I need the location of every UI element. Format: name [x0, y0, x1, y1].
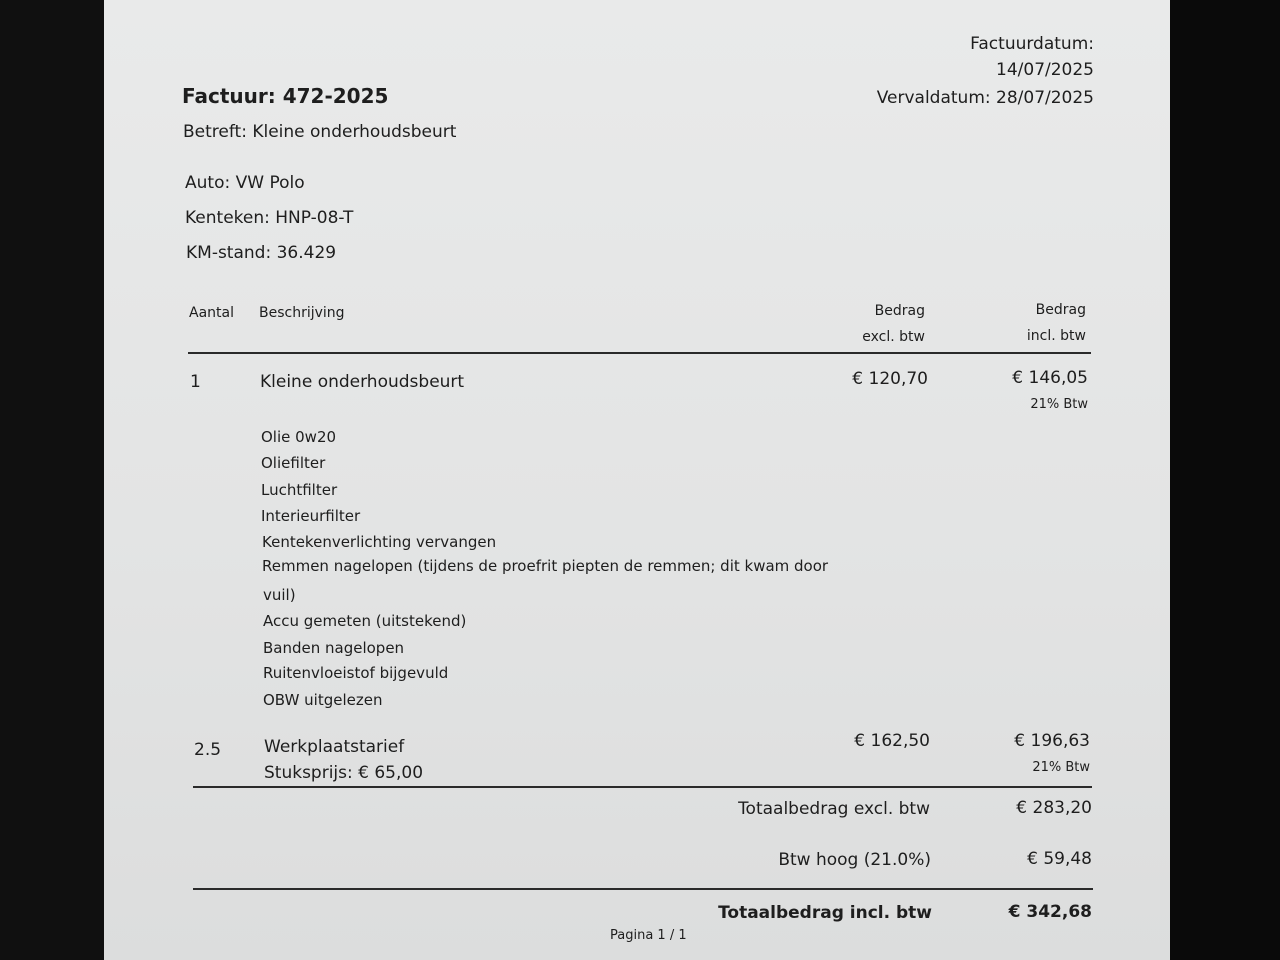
- row-amount-excl: € 162,50: [854, 731, 930, 751]
- row-description: Kleine onderhoudsbeurt: [260, 372, 465, 392]
- col-header-incl-line2: incl. btw: [1026, 328, 1086, 344]
- due-date: Vervaldatum: 28/07/2025: [876, 88, 1094, 108]
- left-bezel: [0, 0, 104, 960]
- right-bezel: [1170, 0, 1280, 960]
- detail-item: Banden nagelopen: [263, 639, 405, 657]
- totals-divider: [193, 888, 1093, 890]
- table-body-divider: [193, 786, 1092, 788]
- row-description: Werkplaatstarief: [264, 737, 405, 757]
- detail-item: Luchtfilter: [261, 481, 338, 499]
- detail-item: vuil): [263, 586, 296, 604]
- row-amount-incl: € 146,05: [1012, 368, 1088, 388]
- row-vat-rate: 21% Btw: [1032, 760, 1090, 775]
- vehicle-car: Auto: VW Polo: [185, 173, 305, 193]
- detail-item: Oliefilter: [261, 454, 326, 472]
- vat-label: Btw hoog (21.0%): [778, 850, 931, 870]
- detail-item: Kentekenverlichting vervangen: [262, 533, 497, 551]
- vehicle-plate: Kenteken: HNP-08-T: [185, 208, 354, 228]
- detail-item: OBW uitgelezen: [263, 691, 383, 709]
- row-qty: 2.5: [194, 740, 222, 760]
- table-header-divider: [188, 352, 1091, 354]
- invoice-page: [104, 0, 1170, 960]
- vehicle-mileage: KM-stand: 36.429: [186, 243, 337, 263]
- col-header-incl-line1: Bedrag: [1035, 302, 1086, 318]
- total-incl-value: € 342,68: [1008, 902, 1092, 922]
- total-incl-label: Totaalbedrag incl. btw: [718, 903, 932, 923]
- row-unit-price: Stuksprijs: € 65,00: [264, 763, 424, 783]
- total-excl-label: Totaalbedrag excl. btw: [738, 799, 930, 819]
- detail-item: Ruitenvloeistof bijgevuld: [263, 664, 449, 682]
- row-amount-excl: € 120,70: [852, 369, 928, 389]
- detail-item: Interieurfilter: [261, 507, 361, 525]
- row-vat-rate: 21% Btw: [1030, 397, 1088, 412]
- invoice-date: 14/07/2025: [996, 60, 1094, 80]
- detail-item: Accu gemeten (uitstekend): [263, 612, 467, 630]
- detail-item: Remmen nagelopen (tijdens de proefrit piepten de remmen; dit kwam door: [262, 557, 829, 575]
- col-header-description: Beschrijving: [259, 305, 345, 321]
- col-header-excl-line2: excl. btw: [862, 329, 925, 345]
- detail-item: Olie 0w20: [261, 428, 337, 446]
- col-header-excl-line1: Bedrag: [874, 303, 925, 319]
- row-qty: 1: [190, 372, 201, 392]
- invoice-date-label: Factuurdatum:: [970, 34, 1094, 54]
- total-excl-value: € 283,20: [1016, 798, 1092, 818]
- invoice-title: Factuur: 472-2025: [182, 84, 389, 108]
- vat-value: € 59,48: [1027, 849, 1092, 869]
- row-amount-incl: € 196,63: [1014, 731, 1090, 751]
- invoice-subject: Betreft: Kleine onderhoudsbeurt: [183, 122, 457, 142]
- page-number: Pagina 1 / 1: [610, 928, 687, 943]
- col-header-qty: Aantal: [189, 305, 234, 321]
